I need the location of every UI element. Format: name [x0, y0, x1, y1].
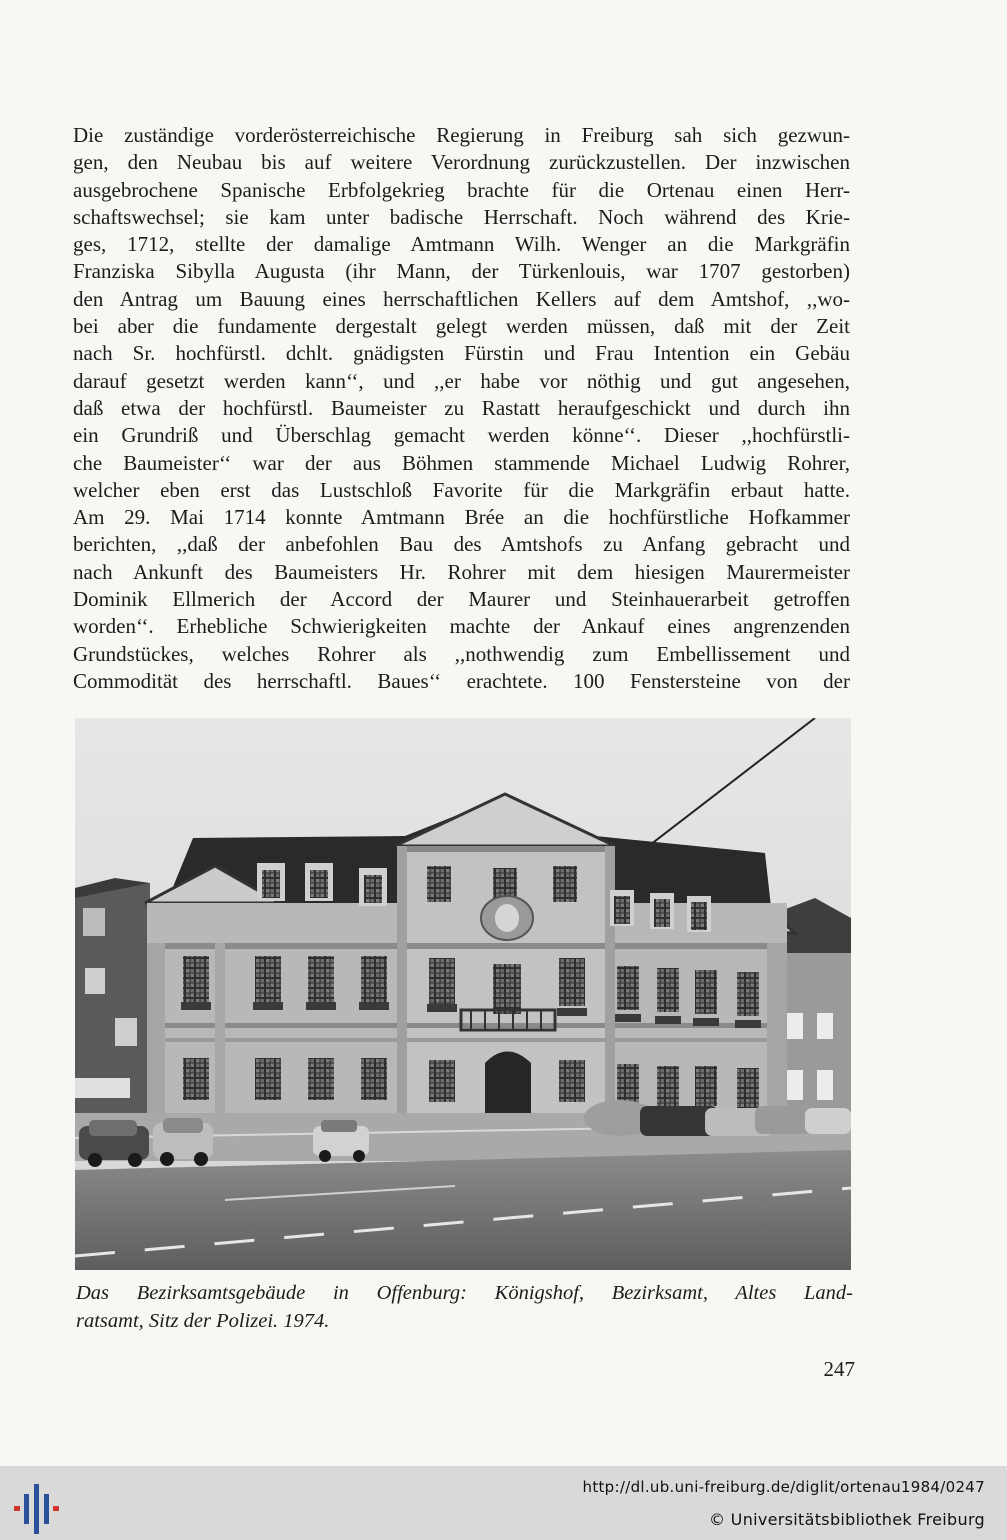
- text-line: Die zuständige vorderösterreichische Regierung in Freiburg sah sich gezwun-: [73, 123, 850, 147]
- text-line: welcher eben erst das Lustschloß Favorite für die Markgräfin erbaut hatte.: [73, 477, 850, 502]
- text-line: Grundstückes, welches Rohrer als ,,nothwendig zum Embellissement und: [73, 641, 850, 666]
- caption-line: ratsamt, Sitz der Polizei. 1974.: [76, 1310, 330, 1332]
- text-line: worden‘‘. Erhebliche Schwierigkeiten machte der Ankauf eines angrenzenden: [73, 614, 850, 639]
- text-line: che Baumeister‘‘ war der aus Böhmen stammende Michael Ludwig Rohrer,: [73, 450, 850, 475]
- text-line: Commodität des herrschaftl. Baues‘‘ erachtete. 100 Fenstersteine von der: [73, 668, 850, 693]
- building-photo: [75, 718, 851, 1270]
- text-line: ein Grundriß und Überschlag gemacht werden könne‘‘. Dieser ,,hochfürstli-: [73, 423, 850, 448]
- text-line: darauf gesetzt werden kann‘‘, und ,,er habe vor nöthig und gut angesehen,: [73, 368, 850, 393]
- text-line: den Antrag um Bauung eines herrschaftlichen Kellers auf dem Amtshof, ,,wo-: [73, 286, 850, 311]
- body-text: [73, 122, 850, 695]
- figure-caption: [76, 1279, 853, 1335]
- text-line: ges, 1712, stellte der damalige Amtmann Wilh. Wenger an die Markgräfin: [73, 232, 850, 257]
- text-line: Franziska Sibylla Augusta (ihr Mann, der Türkenlouis, war 1707 gestorben): [73, 259, 850, 284]
- text-line: bei aber die fundamente dergestalt gelegt werden müssen, daß mit der Zeit: [73, 314, 850, 339]
- source-url-link[interactable]: http://dl.ub.uni-freiburg.de/diglit/ortenau1984/0247: [582, 1478, 985, 1496]
- text-line: daß etwa der hochfürstl. Baumeister zu Rastatt heraufgeschickt und durch ihn: [73, 395, 850, 420]
- text-line: Dominik Ellmerich der Accord der Maurer und Steinhauerarbeit getroffen: [73, 587, 850, 612]
- copyright-notice: © Universitätsbibliothek Freiburg: [709, 1510, 985, 1529]
- footer-bar: [0, 1466, 1007, 1540]
- text-line: nach Ankunft des Baumeisters Hr. Rohrer mit dem hiesigen Maurermeister: [73, 559, 850, 584]
- library-logo-icon: [10, 1476, 66, 1536]
- page-number: 247: [823, 1357, 855, 1381]
- text-line: ausgebrochene Spanische Erbfolgekrieg brachte für die Ortenau einen Herr-: [73, 177, 850, 202]
- caption-line: Das Bezirksamtsgebäude in Offenburg: Königshof, Bezirksamt, Altes Land-: [76, 1282, 853, 1304]
- text-line: berichten, ,,daß der anbefohlen Bau des Amtshofs zu Anfang gebracht und: [73, 532, 850, 557]
- text-line: Am 29. Mai 1714 konnte Amtmann Brée an die hochfürstliche Hofkammer: [73, 505, 850, 530]
- text-line: schaftswechsel; sie kam unter badische Herrschaft. Noch während des Krie-: [73, 204, 850, 229]
- text-line: gen, den Neubau bis auf weitere Verordnung zurückzustellen. Der inzwischen: [73, 150, 850, 175]
- text-line: nach Sr. hochfürstl. dchlt. gnädigsten Fürstin und Frau Intention ein Gebäu: [73, 341, 850, 366]
